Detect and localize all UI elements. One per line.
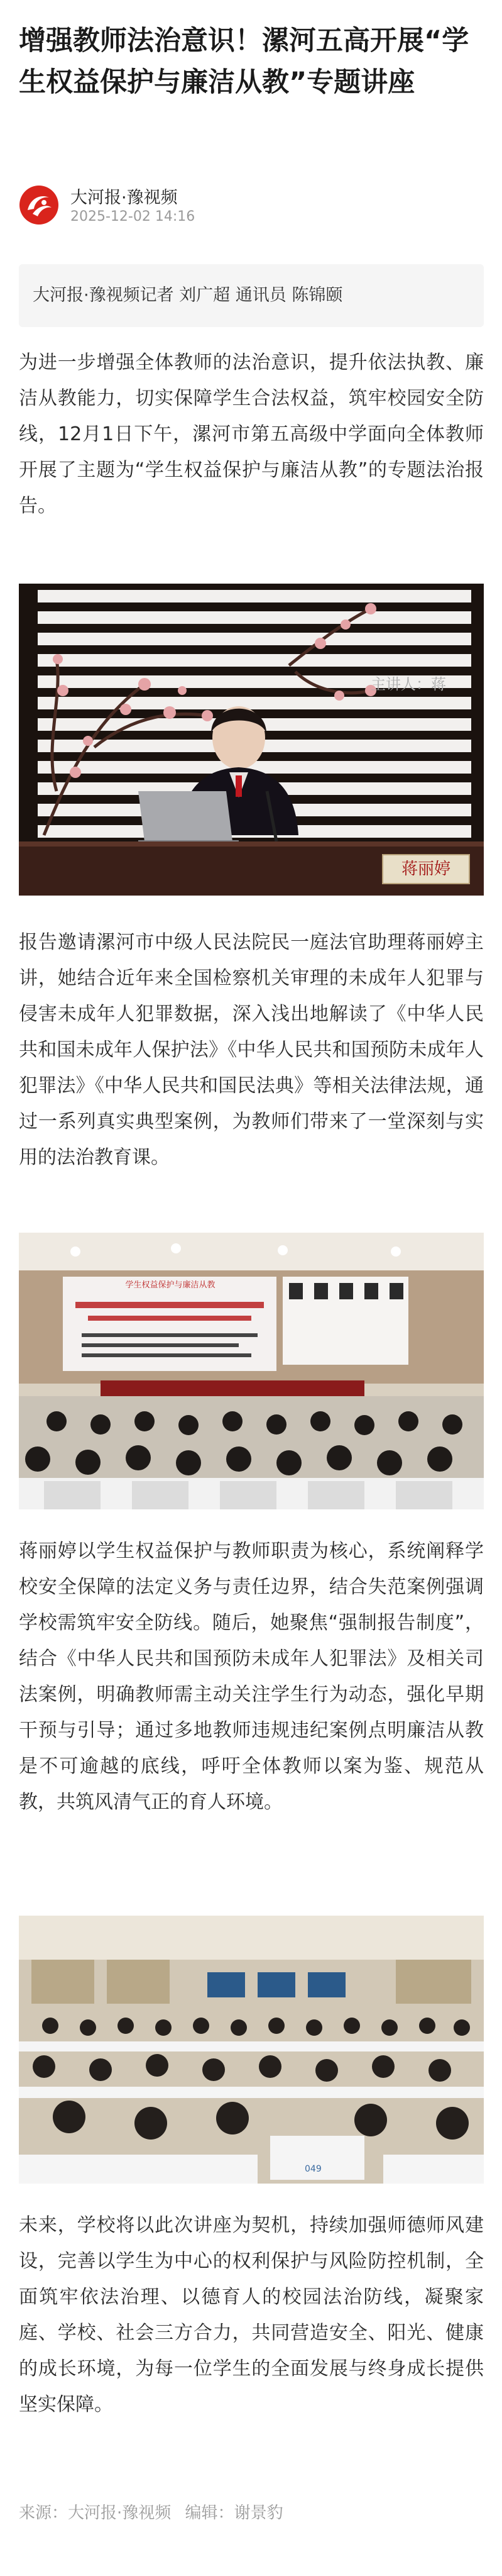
article-footer xyxy=(19,2500,484,2523)
audience-photo-image xyxy=(19,1916,484,2184)
paragraph-1: 为进一步增强全体教师的法治意识，提升依法执教、廉洁从教能力，切实保障学生合法权益，筑牢校园安全防线，12月1日下午，漯河市第五高级中学面向全体教师开展了主题为“学生权益保护与廉洁从教”的专题法治报告。 xyxy=(19,352,484,517)
footer-source-value: 大河报·豫视频 xyxy=(68,2504,172,2523)
photo-speaker xyxy=(19,584,484,896)
photo-auditorium xyxy=(19,1233,484,1509)
dahe-logo-icon xyxy=(19,185,59,225)
publish-time: 2025-12-02 14:16 xyxy=(70,209,195,225)
paragraph-4: 未来，学校将以此次讲座为契机，持续加强师德师风建设，完善以学生为中心的权利保护与风险防控机制，全面筑牢依法治理、以德育人的校园法治防线，凝聚家庭、学校、社会三方合力，共同营造安全、阳光、健康的成长环境，为每一位学生的全面发展与终身成长提供坚实保障。 xyxy=(19,2214,484,2416)
photo-audience xyxy=(19,1916,484,2184)
footer-source-label: 来源： xyxy=(19,2504,68,2523)
chair-tag: 049 xyxy=(305,2164,322,2174)
screen-title: 学生权益保护与廉洁从教 xyxy=(125,1280,216,1290)
paragraph-3: 蒋丽婷以学生权益保护与教师职责为核心，系统阐释学校安全保障的法定义务与责任边界，结合失范案例强调学校需筑牢安全防线。随后，她聚焦“强制报告制度”，结合《中华人民共和国预防未成年人犯罪法》及相关司法案例，明确教师需主动关注学生行为动态，强化早期干预与引导；通过多地教师违规违纪案例点明廉洁从教是不可逾越的底线，呼吁全体教师以案为鉴、规范从教，共筑风清气正的育人环境。 xyxy=(19,1540,484,1813)
article-title: 增强教师法治意识！漯河五高开展“学生权益保护与廉洁从教”专题讲座 xyxy=(19,25,469,98)
source-name[interactable]: 大河报·豫视频 xyxy=(70,188,178,208)
source-row[interactable] xyxy=(19,181,484,231)
reporter-line: 大河报·豫视频记者 刘广超 通讯员 陈锦颐 xyxy=(19,264,484,327)
footer-editor-label: 编辑： xyxy=(185,2504,234,2523)
speaker-photo-image xyxy=(19,584,484,896)
paragraph-2: 报告邀请漯河市中级人民法院民一庭法官助理蒋丽婷主讲，她结合近年来全国检察机关审理的未成年人犯罪与侵害未成年人犯罪数据，深入浅出地解读了《中华人民共和国未成年人保护法》《中华人民共和国预防未成年人犯罪法》《中华人民共和国民法典》等相关法律法规，通过一系列真实典型案例，为教师们带来了一堂深刻与实用的法治教育课。 xyxy=(19,931,484,1169)
footer-editor-value: 谢景豹 xyxy=(234,2504,283,2523)
auditorium-photo-image xyxy=(19,1233,484,1509)
speaker-nameplate: 蒋丽婷 xyxy=(382,854,470,884)
host-label: 主讲人：蒋 xyxy=(371,675,446,693)
